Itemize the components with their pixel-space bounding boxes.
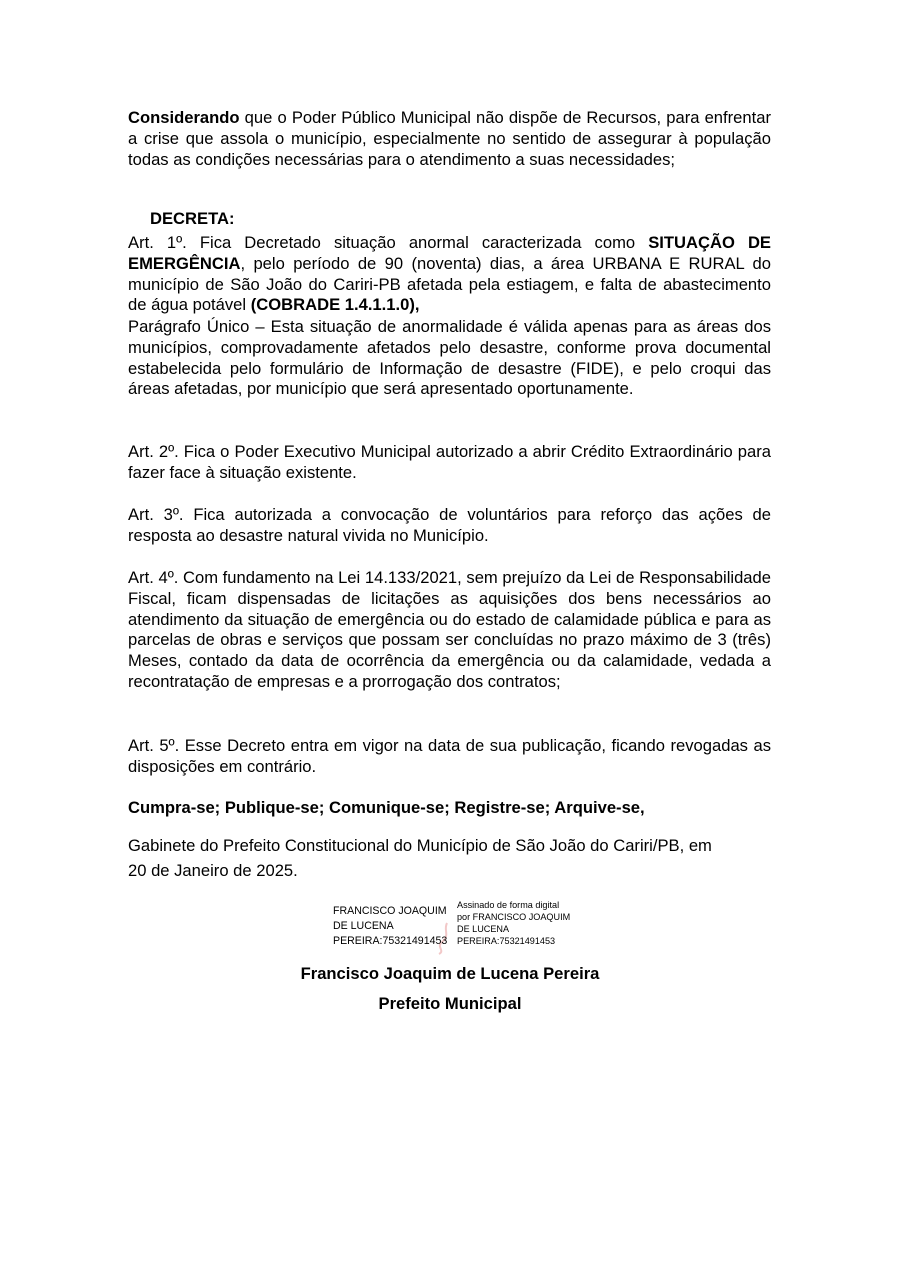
- art1-bold-cobrade: (COBRADE 1.4.1.1.0),: [250, 295, 420, 315]
- considerando-text: que o Poder Público Municipal não dispõe de Recursos, para enfrentar a crise que assola o município, especialmente no sentido de assegurar à população todas as condições necessárias para o atendimento a suas necessidades;: [128, 108, 771, 169]
- gabinete-line-1: Gabinete do Prefeito Constitucional do Município de São João do Cariri/PB, em: [128, 836, 712, 855]
- art1-text-a: Art. 1º. Fica Decretado situação anormal caracterizada como: [128, 233, 649, 252]
- cumpra-se-line: Cumpra-se; Publique-se; Comunique-se; Registre-se; Arquive-se,: [128, 798, 645, 817]
- signature-left-line: DE LUCENA: [333, 920, 394, 932]
- art5-paragraph: Art. 5º. Esse Decreto entra em vigor na data de sua publicação, ficando revogadas as disposições em contrário.: [128, 736, 771, 776]
- signature-right-line: DE LUCENA: [457, 924, 510, 934]
- signer-title: Prefeito Municipal: [378, 994, 522, 1013]
- signature-name-block: [333, 904, 455, 949]
- considerando-bold: Considerando: [128, 108, 240, 127]
- signer-name: Francisco Joaquim de Lucena Pereira: [300, 964, 600, 983]
- art4-paragraph: Art. 4º. Com fundamento na Lei 14.133/2021, sem prejuízo da Lei de Responsabilidade Fiscal, ficam dispensadas de licitações as aquisições dos bens necessários ao atendimento da situação de emergência ou do estado de calamidade pública e para as parcelas de obras e serviços que possam ser concluídas no prazo máximo de 3 (três) Meses, contado da data de ocorrência da emergência ou da calamidade, vedada a recontratação de empresas e a prorrogação dos contratos;: [128, 568, 771, 691]
- considerando-paragraph: [128, 108, 771, 170]
- signature-right-line: Assinado de forma digital: [457, 900, 560, 910]
- signature-left-line: PEREIRA:75321491453: [333, 935, 448, 947]
- signature-note-block: [457, 899, 597, 947]
- digital-signature-stamp: [333, 899, 593, 955]
- signature-left-line: FRANCISCO JOAQUIM: [333, 905, 447, 917]
- paragrafo-unico: Parágrafo Único – Esta situação de anormalidade é válida apenas para as áreas dos municípios, comprovadamente afetados pelo desastre, conforme prova documental estabelecida pelo formulário de Informação de desastre (FIDE), e pelo croqui das áreas afetadas, por município que será apresentado oportunamente.: [128, 317, 771, 399]
- art2-paragraph: Art. 2º. Fica o Poder Executivo Municipal autorizado a abrir Crédito Extraordinário para fazer face à situação existente.: [128, 442, 771, 482]
- art1-text-b: , pelo período de 90 (noventa) dias, a área URBANA E RURAL do município de São João do Cariri-PB afetada pela estiagem, e falta de abastecimento de água potável: [128, 253, 771, 315]
- signature-right-line: PEREIRA:75321491453: [457, 936, 556, 946]
- decreta-heading: DECRETA:: [150, 209, 235, 228]
- signature-right-line: por FRANCISCO JOAQUIM: [457, 912, 571, 922]
- art1-paragraph: [128, 233, 771, 316]
- art1-bold-situacao: SITUAÇÃO DE EMERGÊNCIA: [128, 233, 771, 273]
- art3-paragraph: Art. 3º. Fica autorizada a convocação de voluntários para reforço das ações de resposta ao desastre natural vivida no Município.: [128, 505, 771, 545]
- gabinete-line-2: 20 de Janeiro de 2025.: [128, 861, 298, 880]
